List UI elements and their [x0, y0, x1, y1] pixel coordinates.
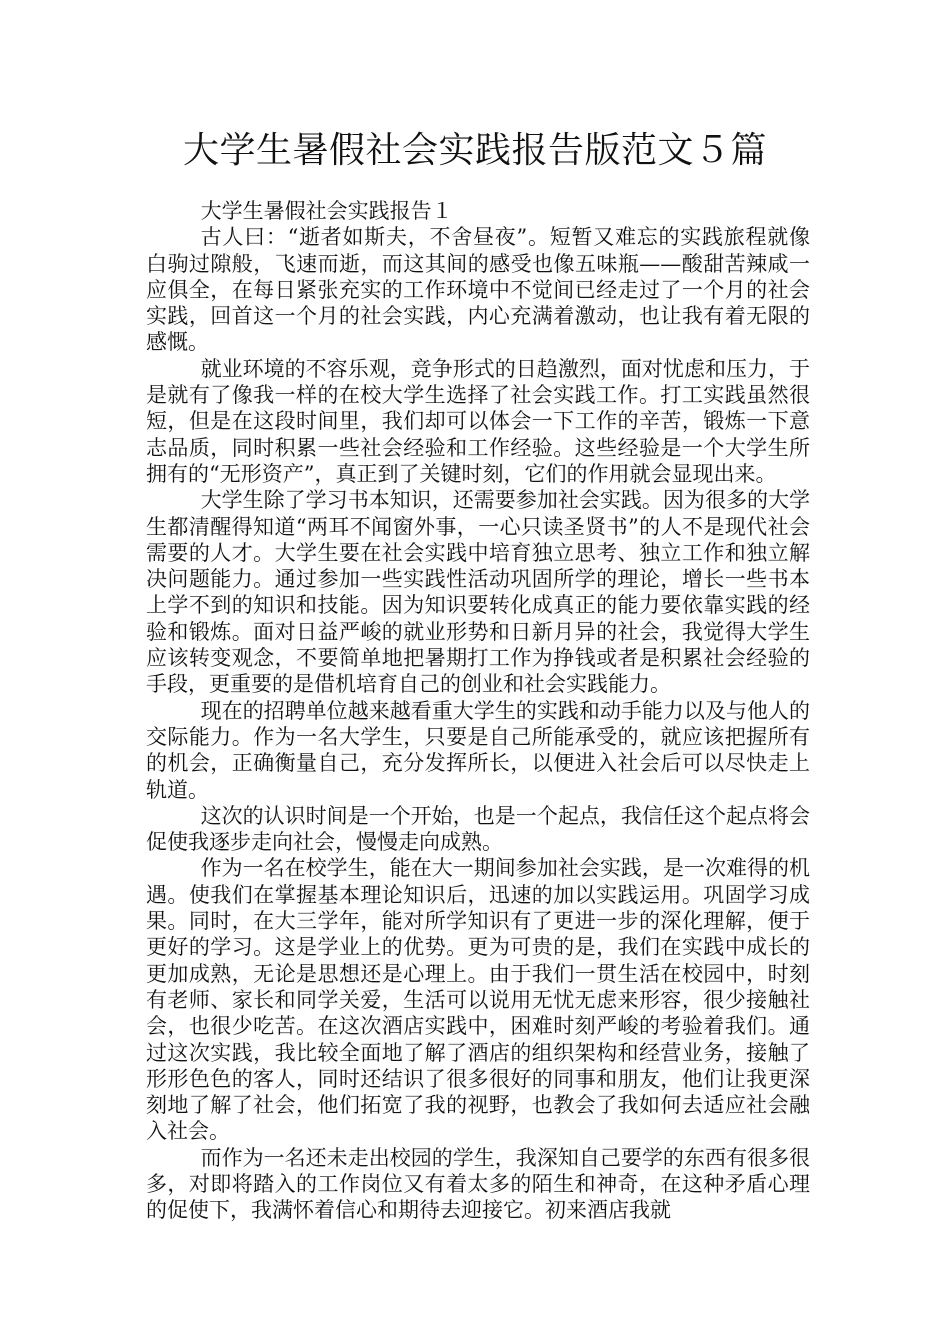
paragraph: 这次的认识时间是一个开始，也是一个起点，我信任这个起点将会促使我逐步走向社会，慢慢走向成熟。 [146, 803, 810, 855]
paragraph: 现在的招聘单位越来越看重大学生的实践和动手能力以及与他人的交际能力。作为一名大学生，只要是自己所能承受的，就应该把握所有的机会，正确衡量自己，充分发挥所长，以便进入社会后可以尽快走上轨道。 [146, 698, 810, 802]
paragraph: 古人曰：“逝者如斯夫，不舍昼夜”。短暂又难忘的实践旅程就像白驹过隙般，飞速而逝，而这其间的感受也像五味瓶——酸甜苦辣咸一应俱全，在每日紧张充实的工作环境中不觉间已经走过了一个月的社会实践，回首这一个月的社会实践，内心充满着激动，也让我有着无限的感慨。 [146, 225, 810, 355]
document-title: 大学生暑假社会实践报告版范文５篇 [182, 130, 767, 171]
section-heading: 大学生暑假社会实践报告１ [200, 199, 453, 223]
document-body [146, 198, 810, 1224]
paragraph: 就业环境的不容乐观，竞争形式的日趋激烈，面对忧虑和压力，于是就有了像我一样的在校大学生选择了社会实践工作。打工实践虽然很短，但是在这段时间里，我们却可以体会一下工作的辛苦，锻炼一下意志品质，同时积累一些社会经验和工作经验。这些经验是一个大学生所拥有的“无形资产”，真正到了关键时刻，它们的作用就会显现出来。 [146, 356, 810, 486]
paragraph: 大学生除了学习书本知识，还需要参加社会实践。因为很多的大学生都清醒得知道“两耳不闻窗外事，一心只读圣贤书”的人不是现代社会需要的人才。大学生要在社会实践中培育独立思考、独立工作和独立解决问题能力。通过参加一些实践性活动巩固所学的理论，增长一些书本上学不到的知识和技能。因为知识要转化成真正的能力要依靠实践的经验和锻炼。面对日益严峻的就业形势和日新月异的社会，我觉得大学生应该转变观念，不要简单地把暑期打工作为挣钱或者是积累社会经验的手段，更重要的是借机培育自己的创业和社会实践能力。 [146, 488, 810, 697]
paragraph: 作为一名在校学生，能在大一期间参加社会实践，是一次难得的机遇。使我们在掌握基本理论知识后，迅速的加以实践运用。巩固学习成果。同时，在大三学年，能对所学知识有了更进一步的深化理解，便于更好的学习。这是学业上的优势。更为可贵的是，我们在实践中成长的更加成熟，无论是思想还是心理上。由于我们一贯生活在校园中，时刻有老师、家长和同学关爱，生活可以说用无忧无虑来形容，很少接触社会，也很少吃苦。在这次酒店实践中，困难时刻严峻的考验着我们。通过这次实践，我比较全面地了解了酒店的组织架构和经营业务，接触了形形色色的客人，同时还结识了很多很好的同事和朋友，他们让我更深刻地了解了社会，他们拓宽了我的视野，也教会了我如何去适应社会融入社会。 [146, 856, 810, 1144]
paragraph: 而作为一名还未走出校园的学生，我深知自己要学的东西有很多很多，对即将踏入的工作岗位又有着太多的陌生和神奇，在这种矛盾心理的促使下，我满怀着信心和期待去迎接它。初来酒店我就 [146, 1145, 810, 1223]
